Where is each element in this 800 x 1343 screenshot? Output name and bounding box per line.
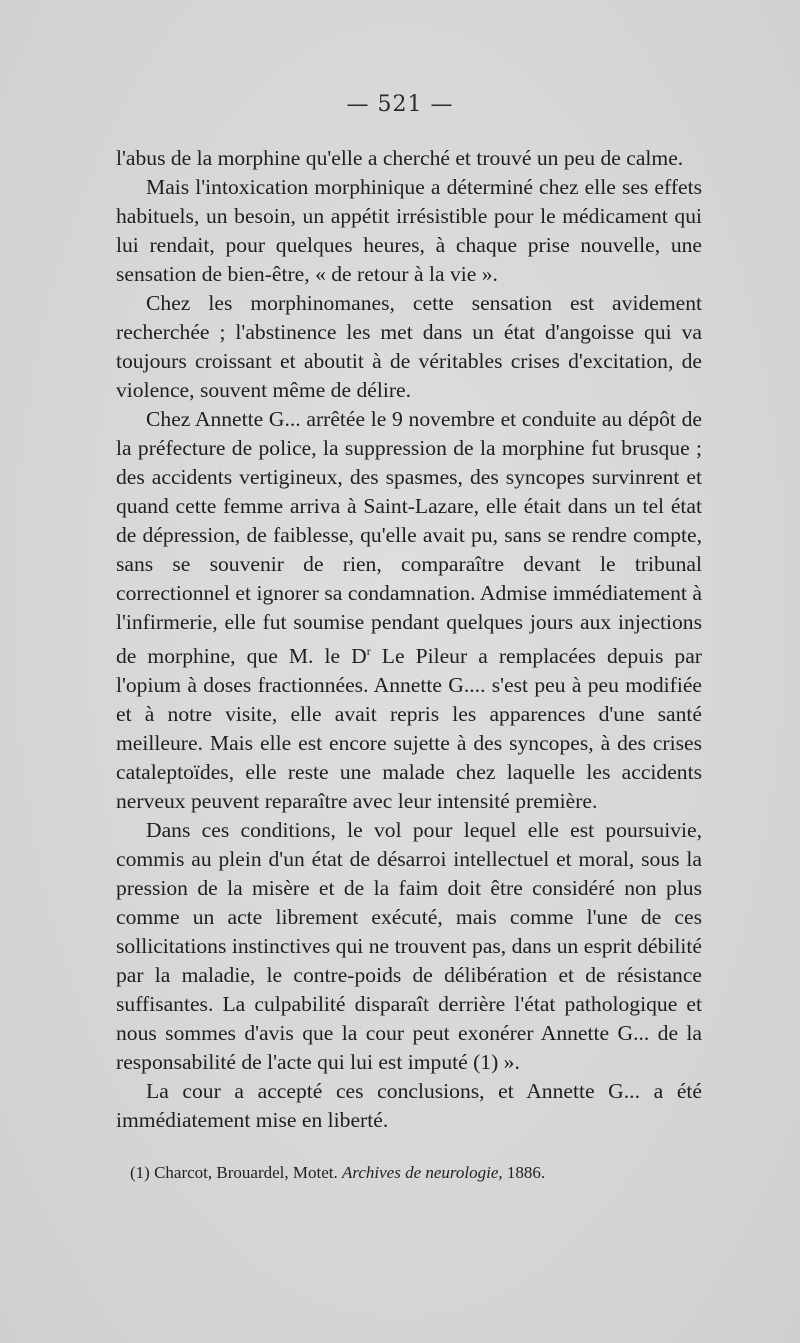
paragraph-annette-text-a: Chez Annette G... arrêtée le 9 novembre et conduite au dépôt de la préfecture de police, la suppression de la morphine fut brusque ; des accidents vertigineux, des spasmes, des syncopes survinrent et quand cette femme arriva à Saint-Lazare, elle était dans un tel état de dépression, de faiblesse, qu'elle avait pu, sans se rendre compte, sans se souvenir de rien, comparaître devant le tribunal correctionnel et ignorer sa condamnation. Admise immédiatement à l'infirmerie, elle fut soumise pendant quelques jours aux injections de morphine, que M. le D: [116, 407, 702, 668]
paragraph-conclusion: La cour a accepté ces conclusions, et Annette G... a été immédiatement mise en liberté.: [116, 1079, 702, 1132]
paragraph-annette-text-b: Le Pileur a remplacées depuis par l'opium à doses fractionnées. Annette G.... s'est peu à peu modifiée et à notre visite, elle avait repris les apparences d'une santé meilleure. Mais elle est encore sujette à des syncopes, à des crises cataleptoïdes, elle reste une malade chez laquelle les accidents nerveux peuvent reparaître avec leur intensité première.: [116, 644, 702, 813]
footnote: [130, 1162, 700, 1184]
footnote-marker: (1): [130, 1163, 150, 1182]
paragraph-intoxication: Mais l'intoxication morphinique a déterminé chez elle ses effets habituels, un besoin, un appétit irrésistible pour le médicament qui lui rendait, pour quelques heures, à chaque prise nouvelle, une sensation de bien-être, « de retour à la vie ».: [116, 175, 702, 286]
body-text: [116, 144, 702, 1135]
paragraph-conditions: Dans ces conditions, le vol pour lequel elle est poursuivie, commis au plein d'un état de désarroi intellectuel et moral, sous la pression de la misère et de la faim doit être considéré non plus comme un acte librement exécuté, mais comme l'une de ces sollicitations instinctives qui ne trouvent pas, dans un esprit débilité par la maladie, le contre-poids de délibération et de résistance suffisantes. La culpabilité disparaît derrière l'état pathologique et nous sommes d'avis que la cour peut exonérer Annette G... de la responsabilité de l'acte qui lui est imputé (1) ».: [116, 818, 702, 1074]
page-number: — 521 —: [346, 92, 454, 117]
paragraph-annette-case: [116, 405, 702, 816]
footnote-authors: Charcot, Brouardel, Motet.: [154, 1163, 338, 1182]
paragraph-continuation: l'abus de la morphine qu'elle a cherché et trouvé un peu de calme.: [116, 146, 684, 170]
doctor-superscript: r: [366, 644, 371, 658]
footnote-year: 1886.: [506, 1163, 546, 1182]
paragraph-morphinomanes: Chez les morphinomanes, cette sensation est avidement recherchée ; l'abstinence les met dans un état d'angoisse qui va toujours croissant et aboutit à de véritables crises d'excitation, de violence, souvent même de délire.: [116, 291, 702, 402]
footnote-journal: Archives de neurologie,: [341, 1163, 503, 1182]
